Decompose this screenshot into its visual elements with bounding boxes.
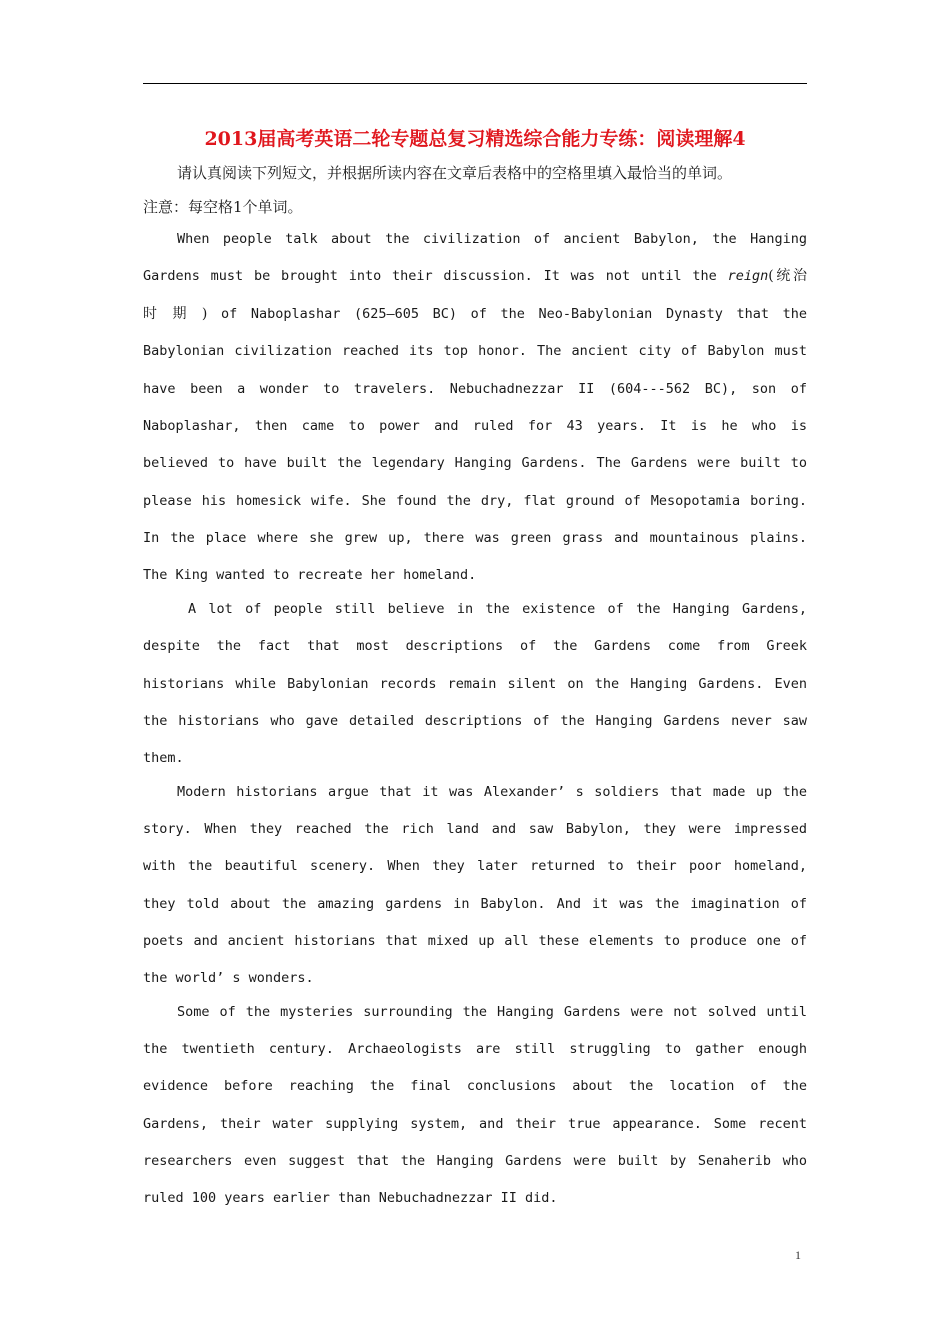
passage-line: poets and ancient historians that mixed up all these elements to produce one of (143, 933, 807, 949)
passage-line: story. When they reached the rich land and saw Babylon, they were impressed (143, 821, 807, 837)
passage-line: believed to have built the legendary Hanging Gardens. The Gardens were built to (143, 455, 807, 471)
instruction-line-1: 请认真阅读下列短文，并根据所读内容在文章后表格中的空格里填入最恰当的单词。 (177, 164, 733, 182)
passage-text: of Naboplashar (625—605 BC) of the Neo-Babylonian Dynasty that the (221, 306, 807, 322)
passage-line: researchers even suggest that the Hanging Gardens were built by Senaherib who (143, 1153, 807, 1169)
passage-line: In the place where she grew up, there was green grass and mountainous plains. (143, 530, 807, 546)
passage-line: them. (143, 750, 184, 766)
passage-line: with the beautiful scenery. When they later returned to their poor homeland, (143, 858, 807, 874)
passage-line: Babylonian civilization reached its top honor. The ancient city of Babylon must (143, 343, 807, 359)
passage-line: the world’ s wonders. (143, 970, 314, 986)
passage-line: despite the fact that most descriptions of the Gardens come from Greek (143, 638, 807, 654)
passage-italic-word: reign (727, 268, 769, 284)
header-rule (143, 83, 807, 84)
passage-line (143, 303, 807, 325)
passage-line: Some of the mysteries surrounding the Hanging Gardens were not solved until (177, 1004, 807, 1020)
instruction-line-2: 注意：每空格1个单词。 (143, 198, 303, 216)
passage-line: When people talk about the civilization of ancient Babylon, the Hanging (177, 231, 807, 247)
passage-line: historians while Babylonian records remain silent on the Hanging Gardens. Even (143, 676, 807, 692)
passage-line (143, 265, 807, 287)
page-number: 1 (795, 1248, 801, 1262)
passage-line: have been a wonder to travelers. Nebuchadnezzar II (604---562 BC), son of (143, 381, 807, 397)
passage-line: A lot of people still believe in the existence of the Hanging Gardens, (188, 601, 807, 617)
passage-line: ruled 100 years earlier than Nebuchadnezzar II did. (143, 1190, 558, 1206)
passage-line: Gardens, their water supplying system, and their true appearance. Some recent (143, 1116, 807, 1132)
passage-gloss: (统治 (768, 268, 807, 284)
passage-line: The King wanted to recreate her homeland. (143, 567, 477, 583)
passage-gloss: 时 期 ) (143, 306, 208, 322)
document-title: 2013届高考英语二轮专题总复习精选综合能力专练：阅读理解4 (204, 128, 746, 150)
passage-line: Naboplashar, then came to power and ruled for 43 years. It is he who is (143, 418, 807, 434)
passage-line: please his homesick wife. She found the dry, flat ground of Mesopotamia boring. (143, 493, 807, 509)
passage-line: Modern historians argue that it was Alexander’ s soldiers that made up the (177, 784, 807, 800)
passage-line: the historians who gave detailed descriptions of the Hanging Gardens never saw (143, 713, 807, 729)
passage-line: the twentieth century. Archaeologists are still struggling to gather enough (143, 1041, 807, 1057)
passage-line: evidence before reaching the final conclusions about the location of the (143, 1078, 807, 1094)
passage-line: they told about the amazing gardens in Babylon. And it was the imagination of (143, 896, 807, 912)
passage-text: Gardens must be brought into their discussion. It was not until the (143, 268, 717, 284)
